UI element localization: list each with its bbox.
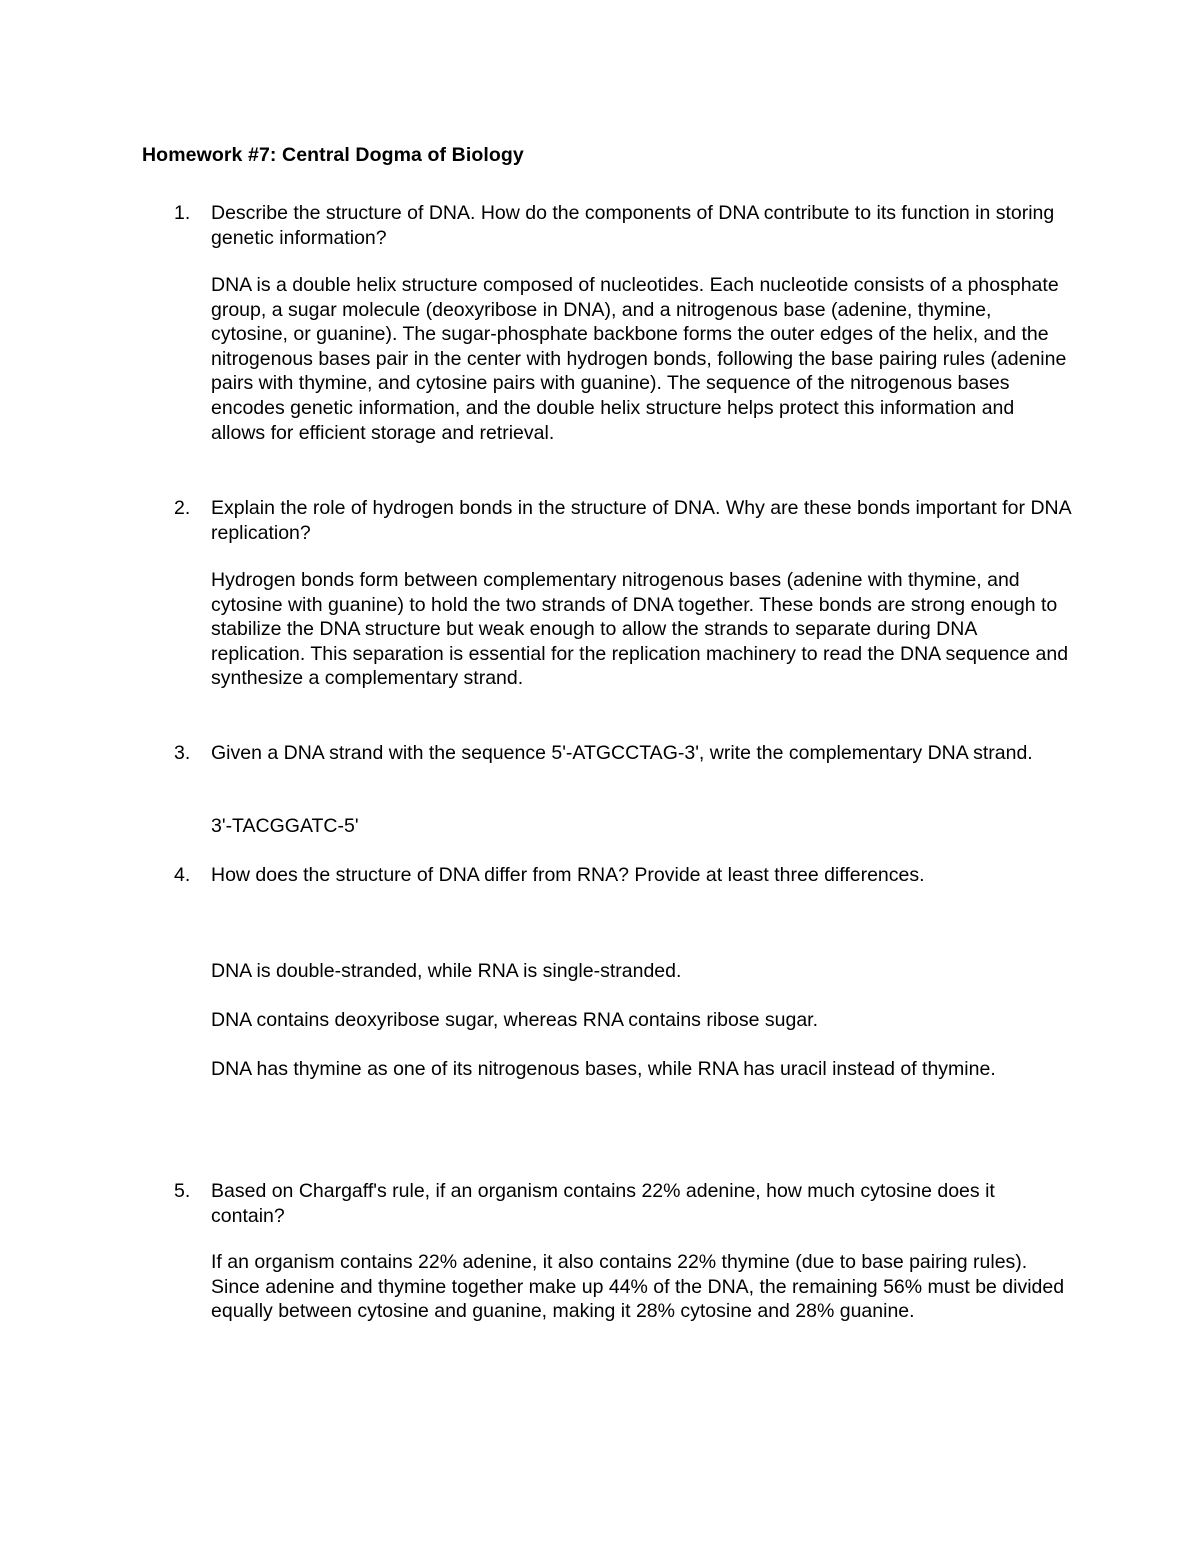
question-1-text: Describe the structure of DNA. How do the components of DNA contribute to its function in storing genetic information? [211, 202, 1055, 249]
answer-5-text: If an organism contains 22% adenine, it also contains 22% thymine (due to base pairing rules). Since adenine and thymine together make up 44% of the DNA, the remaining 56% must be divided equally between cytosine and guanine, making it 28% cytosine and 28% guanine. [211, 1251, 1065, 1323]
answer-4c-text: DNA has thymine as one of its nitrogenous bases, while RNA has uracil instead of thymine. [211, 1058, 996, 1080]
question-2-number: 2. [174, 497, 191, 519]
question-3-number: 3. [174, 742, 191, 764]
question-5-number: 5. [174, 1180, 191, 1202]
page-title: Homework #7: Central Dogma of Biology [142, 144, 524, 166]
question-5-text: Based on Chargaff's rule, if an organism contains 22% adenine, how much cytosine does it contain? [211, 1180, 995, 1227]
answer-2-text: Hydrogen bonds form between complementary nitrogenous bases (adenine with thymine, and cytosine with guanine) to hold the two strands of DNA together. These bonds are strong enough to stabilize the DNA structure but weak enough to allow the strands to separate during DNA replication. This separation is essential for the replication machinery to read the DNA sequence and synthesize a complementary strand. [211, 569, 1069, 690]
answer-4a-text: DNA is double-stranded, while RNA is single-stranded. [211, 960, 682, 982]
question-1-number: 1. [174, 202, 191, 224]
answer-4b-text: DNA contains deoxyribose sugar, whereas RNA contains ribose sugar. [211, 1009, 818, 1031]
question-2-text: Explain the role of hydrogen bonds in the structure of DNA. Why are these bonds important for DNA replication? [211, 497, 1071, 544]
question-4-text: How does the structure of DNA differ from RNA? Provide at least three differences. [211, 864, 925, 886]
question-3-text: Given a DNA strand with the sequence 5'-ATGCCTAG-3', write the complementary DNA strand. [211, 742, 1033, 764]
question-4-number: 4. [174, 864, 191, 886]
answer-3-text: 3'-TACGGATC-5' [211, 815, 359, 837]
answer-1-text: DNA is a double helix structure composed of nucleotides. Each nucleotide consists of a phosphate group, a sugar molecule (deoxyribose in DNA), and a nitrogenous base (adenine, thymine, cytosine, or guanine). The sugar-phosphate backbone forms the outer edges of the helix, and the nitrogenous bases pair in the center with hydrogen bonds, following the base pairing rules (adenine pairs with thymine, and cytosine pairs with guanine). The sequence of the nitrogenous bases encodes genetic information, and the double helix structure helps protect this information and allows for efficient storage and retrieval. [211, 274, 1067, 444]
